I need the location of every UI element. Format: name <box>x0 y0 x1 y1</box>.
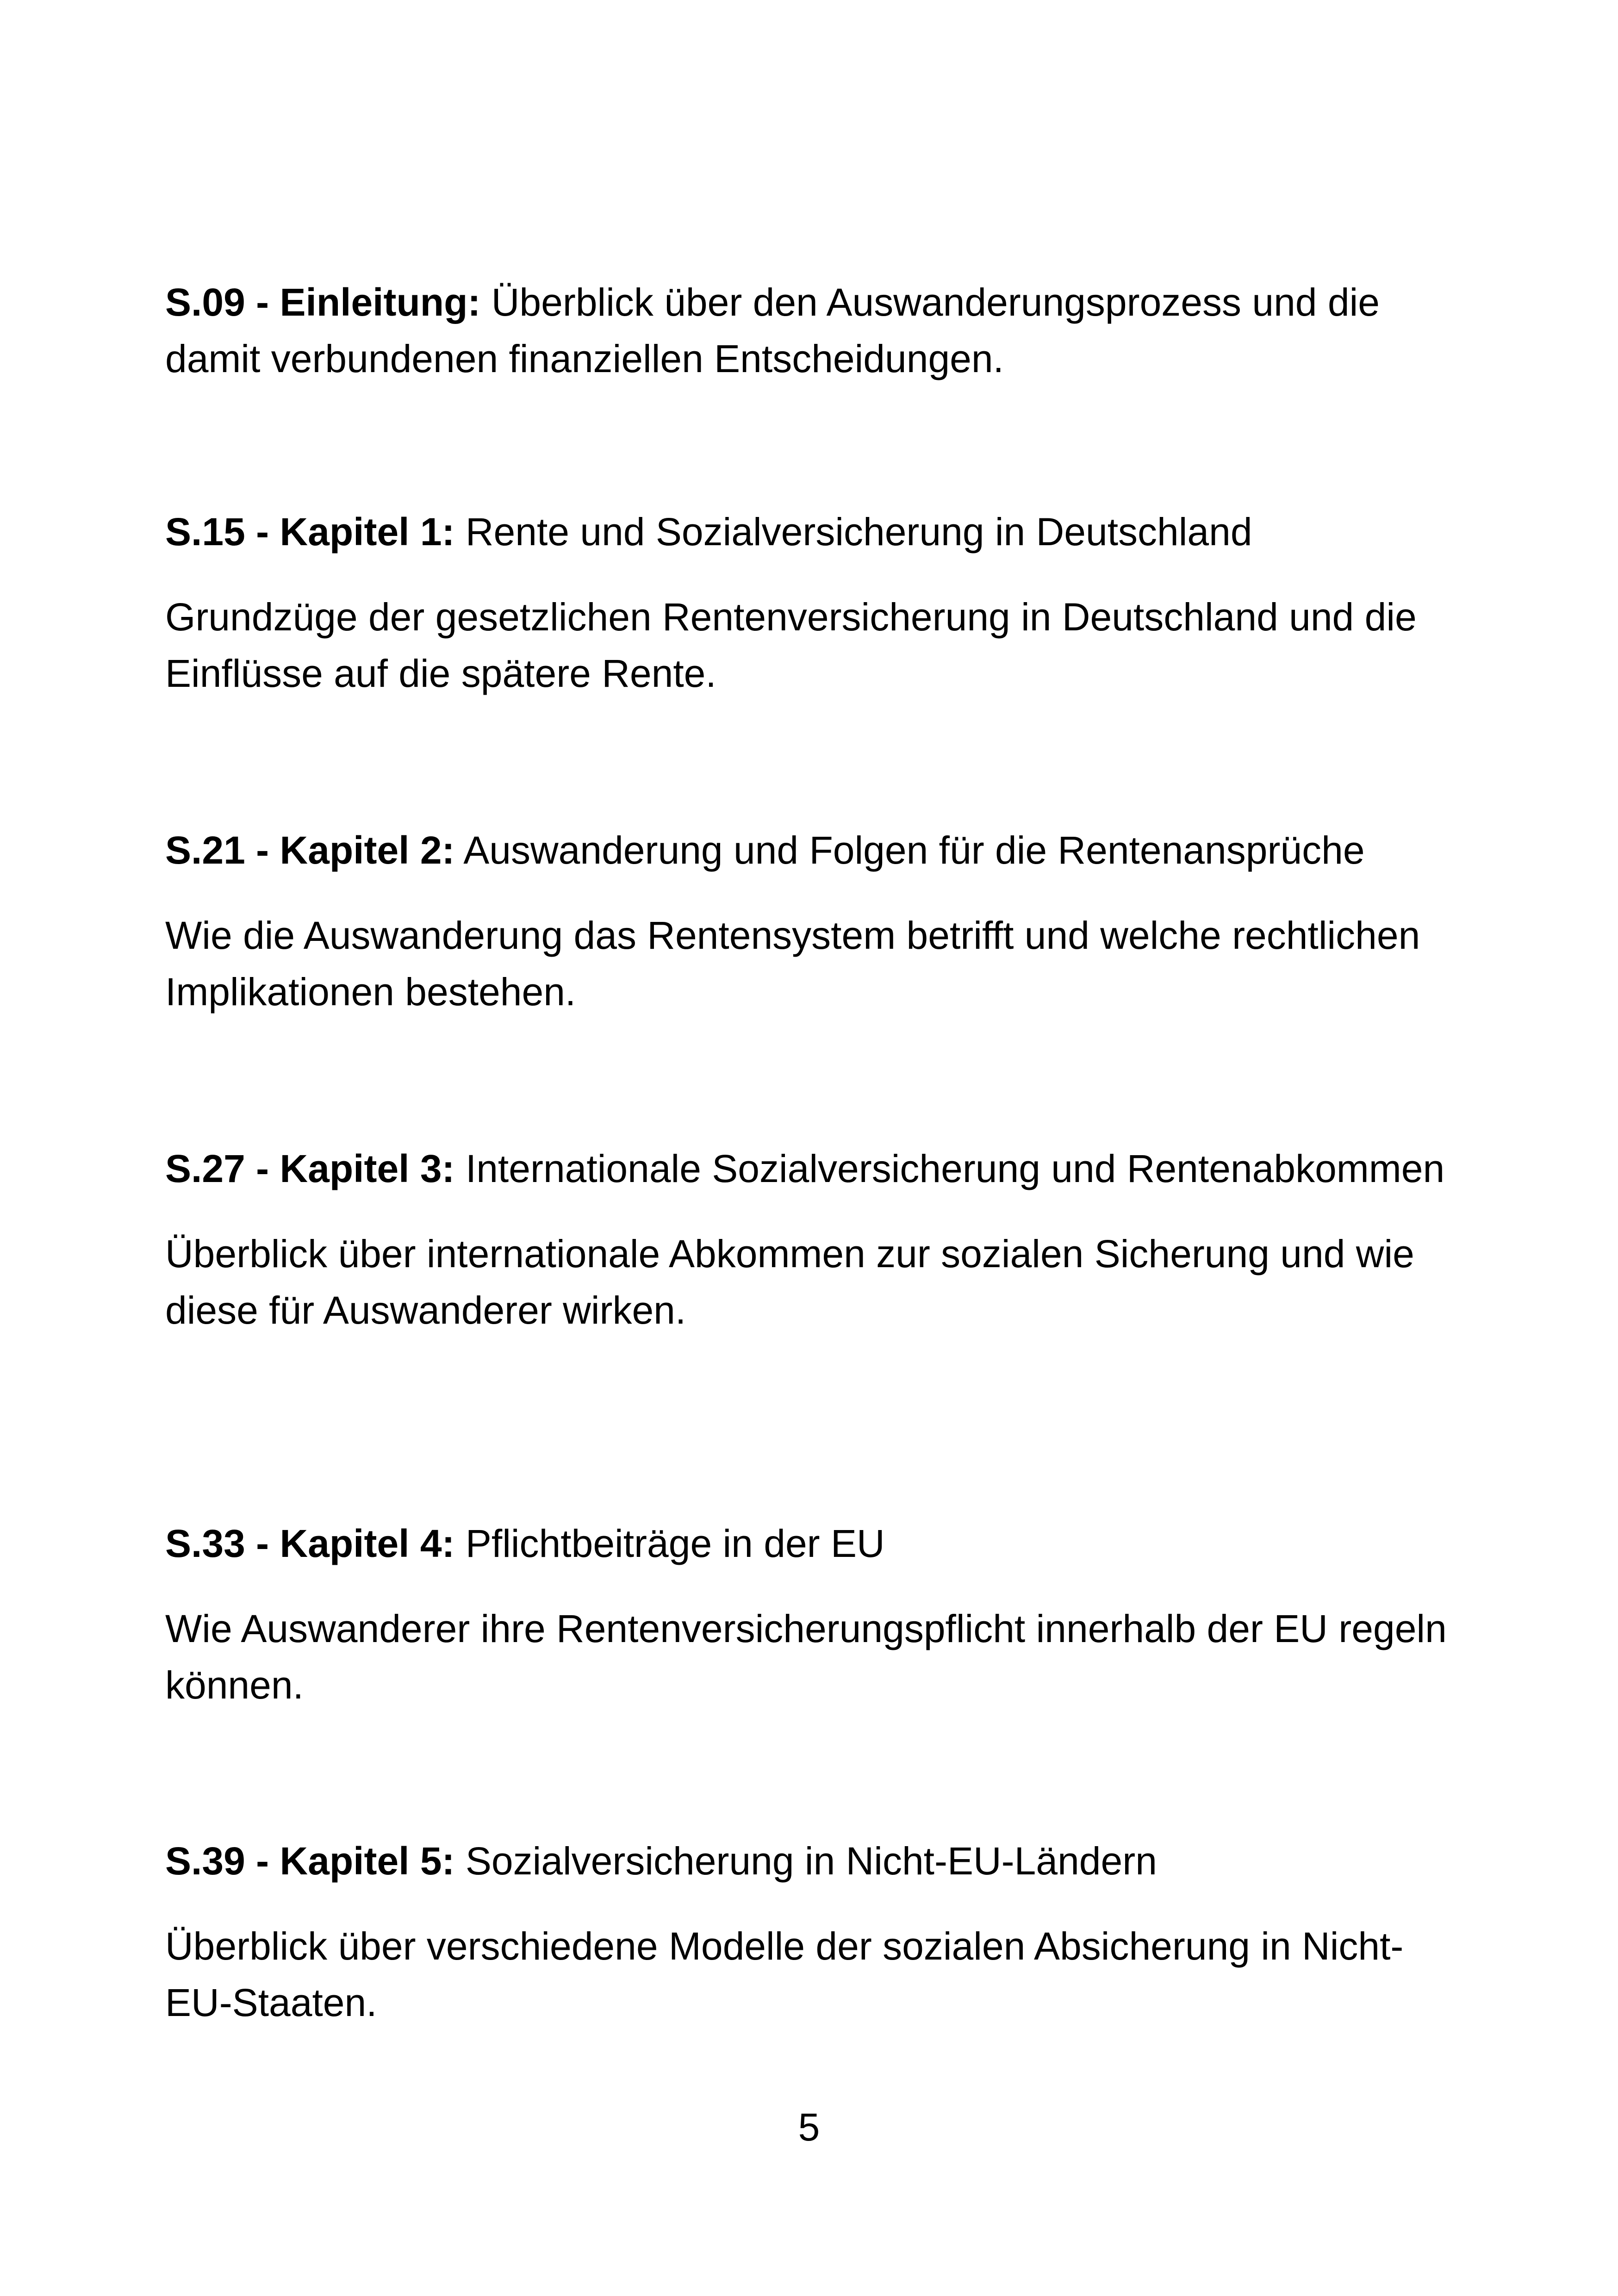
toc-entry-label: S.33 - Kapitel 4: <box>165 1522 455 1565</box>
toc-entry-description: Grundzüge der gesetzlichen Rentenversicherung in Deutschland und die Einflüsse auf die spätere Rente. <box>165 595 1417 695</box>
toc-entry-kapitel-3 <box>165 1140 1461 1338</box>
toc-entry-kapitel-5 <box>165 1833 1461 2031</box>
toc-entry-heading <box>165 1140 1461 1197</box>
toc-entry-description: Wie die Auswanderung das Rentensystem betrifft und welche rechtlichen Implikationen bestehen. <box>165 914 1420 1014</box>
toc-entry-heading <box>165 822 1461 878</box>
toc-entry-title: Überblick über den Auswanderungsprozess und die damit verbundenen finanziellen Entscheidungen. <box>165 280 1380 380</box>
toc-entry-heading <box>165 1833 1461 1889</box>
toc-entry-description: Überblick über internationale Abkommen zur sozialen Sicherung und wie diese für Auswanderer wirken. <box>165 1232 1414 1332</box>
page-number: 5 <box>798 2105 820 2149</box>
toc-entry-title: Auswanderung und Folgen für die Rentenansprüche <box>454 828 1365 872</box>
toc-entry-label: S.27 - Kapitel 3: <box>165 1147 455 1190</box>
toc-entry-kapitel-1 <box>165 504 1461 702</box>
toc-entry-einleitung <box>165 274 1461 387</box>
toc-entry-heading <box>165 274 1461 387</box>
toc-entry-label: S.09 - Einleitung: <box>165 280 481 324</box>
toc-entry-label: S.39 - Kapitel 5: <box>165 1839 455 1883</box>
toc-entry-heading <box>165 1515 1461 1572</box>
toc-entry-kapitel-4 <box>165 1515 1461 1713</box>
toc-entry-description: Wie Auswanderer ihre Rentenversicherungspflicht innerhalb der EU regeln können. <box>165 1607 1447 1707</box>
toc-entry-label: S.15 - Kapitel 1: <box>165 510 455 554</box>
toc-entry-title: Internationale Sozialversicherung und Rentenabkommen <box>454 1147 1445 1190</box>
toc-entry-title: Pflichtbeiträge in der EU <box>454 1522 885 1565</box>
toc-entry-title: Sozialversicherung in Nicht-EU-Ländern <box>454 1839 1157 1883</box>
toc-entry-label: S.21 - Kapitel 2: <box>165 828 455 872</box>
toc-entry-kapitel-2 <box>165 822 1461 1020</box>
toc-entry-description: Überblick über verschiedene Modelle der sozialen Absicherung in Nicht-EU-Staaten. <box>165 1924 1404 2024</box>
toc-entry-heading <box>165 504 1461 560</box>
toc-entry-title: Rente und Sozialversicherung in Deutschland <box>454 510 1252 554</box>
